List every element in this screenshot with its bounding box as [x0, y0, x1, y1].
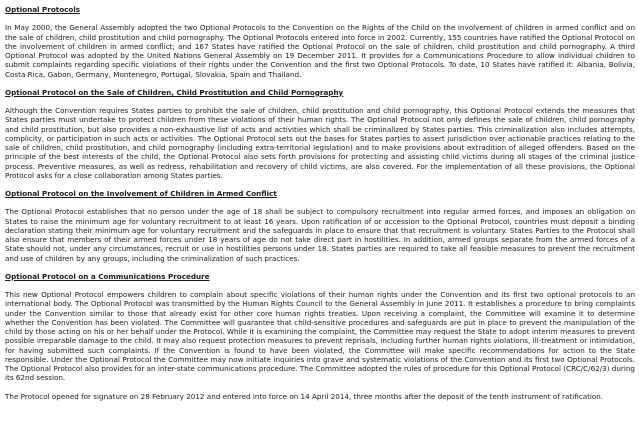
spacer	[5, 79, 635, 88]
spacer	[5, 180, 635, 189]
spacer	[5, 198, 635, 207]
paragraph-sale-of-children: Although the Convention requires States parties to prohibit the sale of children, child prostitution and child pornography, this Optional Protocol extends the measures that States parties must undertake to protect children from these violations of their human rights. The Optional Protocol not only defines the sale of children, child pornography and child prostitution, but also provides a non-exhaustive list of acts and activities which shall be criminalized by States parties. This criminalization also includes attempts, complicity, or participation in such acts or activities. The Optional Protocol sets out the bases for States parties to assert jurisdiction over actionable practices relating to the sale of children, child prostitution, and child pornography (including extra-territorial legislation) and to make provisions about extradition of alleged offenders. Based on the principle of the best interests of the child, the Optional Protocol also sets forth provisions for protecting and assisting child victims during all stages of the criminal justice process. Preventive measures, as well as redress, rehabilitation and recovery of child victims, are also covered. For the implementation of all these provisions, the Optional Protocol asks for a close collaboration among States parties.	[5, 106, 635, 180]
paragraph-entry-into-force: The Protocol opened for signature on 28 February 2012 and entered into force on 14 April 2014, three months after the deposit of the tenth instrument of ratification.	[5, 391, 604, 401]
paragraph-optional-protocols: In May 2000, the General Assembly adopted the two Optional Protocols to the Convention on the Rights of the Child on the involvement of children in armed conflict and on the sale of children, child prostitution and child pornography. The Optional Protocols entered into force in 2002. Currently, 155 countries have ratified the Optional Protocol on the involvement of children in armed conflict; and 167 States have ratified the Optional Protocol on the sale of children, child prostitution and child pornography. A third Optional Protocol was adopted by the United Nations General Assembly on 19 December 2011. It provides for a Communications Procedure to allow individual children to submit complaints regarding specific violations of their rights under the Convention and the first two Optional Protocols. To date, 10 States have ratified it: Albania, Bolivia, Costa Rica, Gabon, Germany, Montenegro, Portugal, Slovakia, Spain and Thailand.	[5, 23, 635, 79]
document-body	[5, 5, 635, 401]
spacer	[5, 97, 635, 106]
spacer	[5, 263, 635, 272]
paragraph-communications-procedure: This new Optional Protocol empowers children to complain about specific violations of their human rights under the Convention and its first two optional protocols to an international body. The Optional Protocol was transmitted by the Human Rights Council to the General Assembly in June 2011. It establishes a procedure to bring complaints under the Convention similar to those that already exist for other core human rights treaties. Upon receiving a complaint, the Committee will examine it to determine whether the Convention has been violated. The Committee will guarantee that child-sensitive procedures and safeguards are put in place to prevent the manipulation of the child by those acting on his or her behalf under the Protocol. While it is examining the complaint, the Committee may request the State to adopt interim measures to prevent possible irreparable damage to the child. It may also request protection measures to prevent reprisals, including further human rights violations, ill-treatment or intimidation, for having submitted such complaints. If the Convention is found to have been violated, the Committee will make specific recommendations for action to the State responsible. Under the Optional Protocol the Committee may now initiate inquiries into grave and systematic violations of the Convention and its first two Optional Protocols. The Optional Protocol also provides for an inter-state communications procedure. The Committee adopted the rules of procedure for this Optional Protocol (CRC/C/62/3) during its 62nd session.	[5, 290, 635, 383]
paragraph-armed-conflict: The Optional Protocol establishes that no person under the age of 18 shall be subject to compulsory recruitment into regular armed forces, and imposes an obligation on States to raise the minimum age for voluntary recruitment to at least 16 years. Upon ratification of or accession to the Optional Protocol, countries must deposit a binding declaration stating their minimum age for voluntary recruitment and the safeguards in place to ensure that that recruitment is voluntary. States Parties to the Protocol shall also ensure that members of their armed forces under 18 years of age do not take direct part in hostilities. In addition, armed groups separate from the armed forces of a State should not, under any circumstances, recruit or use in hostilities persons under 18. States parties are required to take all feasible measures to prevent the recruitment and use of children by any groups, including the criminalization of such practices.	[5, 207, 635, 263]
section-heading-communications-procedure: Optional Protocol on a Communications Procedure	[5, 271, 210, 281]
spacer	[5, 383, 635, 392]
section-heading-optional-protocols: Optional Protocols	[5, 5, 81, 14]
section-heading-sale-of-children: Optional Protocol on the Sale of Children, Child Prostitution and Child Pornography	[5, 87, 344, 97]
spacer	[5, 14, 635, 23]
section-heading-armed-conflict: Optional Protocol on the Involvement of Children in Armed Conflict	[5, 189, 277, 198]
spacer	[5, 281, 635, 290]
